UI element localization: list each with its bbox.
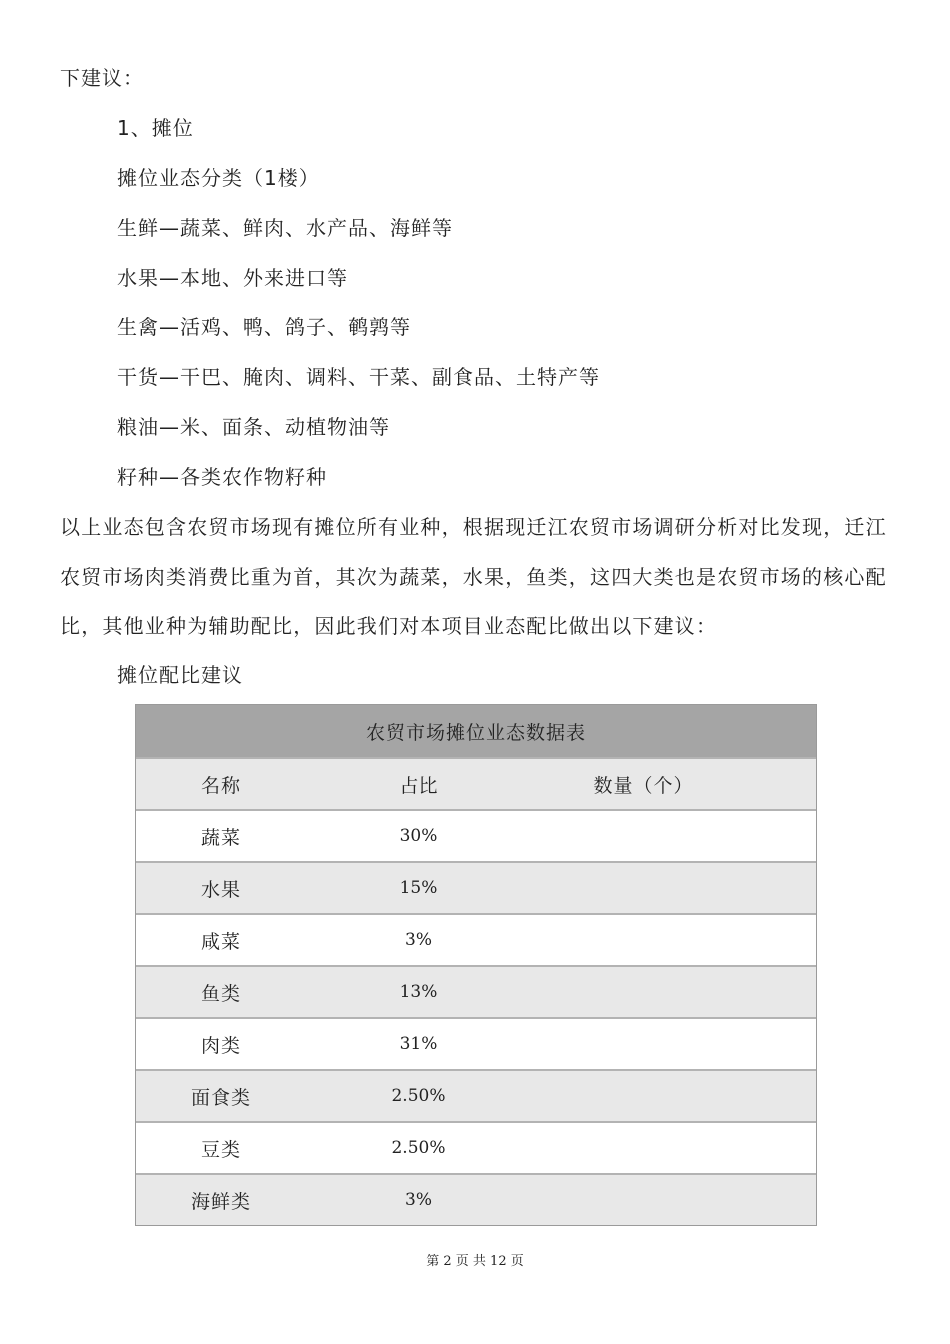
body-paragraph: 以上业态包含农贸市场现有摊位所有业种，根据现迁江农贸市场调研分析对比发现，迁江农贸市场肉类消费比重为首，其次为蔬菜，水果，鱼类，这四大类也是农贸市场的核心配比，其他业种为辅助配比，因此我们对本项目业态配比做出以下建议： xyxy=(60,515,887,638)
table-row xyxy=(136,1017,816,1069)
cell-name: 面食类 xyxy=(190,1086,251,1109)
table-row xyxy=(136,809,816,861)
category-dry-goods: 干货—干巴、腌肉、调料、干菜、副食品、土特产等 xyxy=(117,365,600,389)
header-name: 名称 xyxy=(200,774,241,797)
section-heading: 1、摊位 xyxy=(117,116,194,140)
cell-name: 蔬菜 xyxy=(200,826,241,849)
cell-ratio: 15% xyxy=(399,878,438,898)
cell-name: 海鲜类 xyxy=(190,1190,251,1213)
data-table xyxy=(135,704,817,1226)
category-heading: 摊位业态分类（1楼） xyxy=(117,166,320,190)
cell-ratio: 3% xyxy=(405,1190,432,1210)
line-intro: 下建议： xyxy=(60,66,144,90)
cell-ratio: 31% xyxy=(399,1034,438,1054)
table-row xyxy=(136,861,816,913)
table-row xyxy=(136,965,816,1017)
cell-ratio: 2.50% xyxy=(391,1138,446,1158)
table-row xyxy=(136,1173,816,1225)
cell-name: 水果 xyxy=(200,878,241,901)
table-subheading: 摊位配比建议 xyxy=(117,663,243,687)
cell-ratio: 13% xyxy=(399,982,438,1002)
cell-ratio: 2.50% xyxy=(391,1086,446,1106)
cell-name: 鱼类 xyxy=(200,982,241,1005)
table-header-row xyxy=(136,757,816,809)
cell-name: 肉类 xyxy=(200,1034,241,1057)
category-fresh: 生鲜—蔬菜、鲜肉、水产品、海鲜等 xyxy=(117,216,453,240)
table-title: 农贸市场摊位业态数据表 xyxy=(136,705,816,757)
header-ratio: 占比 xyxy=(399,774,438,797)
category-seeds: 籽种—各类农作物籽种 xyxy=(117,465,327,489)
category-grain-oil: 粮油—米、面条、动植物油等 xyxy=(117,415,390,439)
cell-name: 豆类 xyxy=(200,1138,241,1161)
header-count: 数量（个） xyxy=(593,774,694,797)
table-row xyxy=(136,1121,816,1173)
cell-ratio: 3% xyxy=(405,930,432,950)
page-footer: 第 2 页 共 12 页 xyxy=(426,1254,524,1269)
category-fruit: 水果—本地、外来进口等 xyxy=(117,266,348,290)
cell-name: 咸菜 xyxy=(200,930,241,953)
category-poultry: 生禽—活鸡、鸭、鸽子、鹌鹑等 xyxy=(117,315,411,339)
table-row xyxy=(136,1069,816,1121)
table-row xyxy=(136,913,816,965)
cell-ratio: 30% xyxy=(399,826,438,846)
